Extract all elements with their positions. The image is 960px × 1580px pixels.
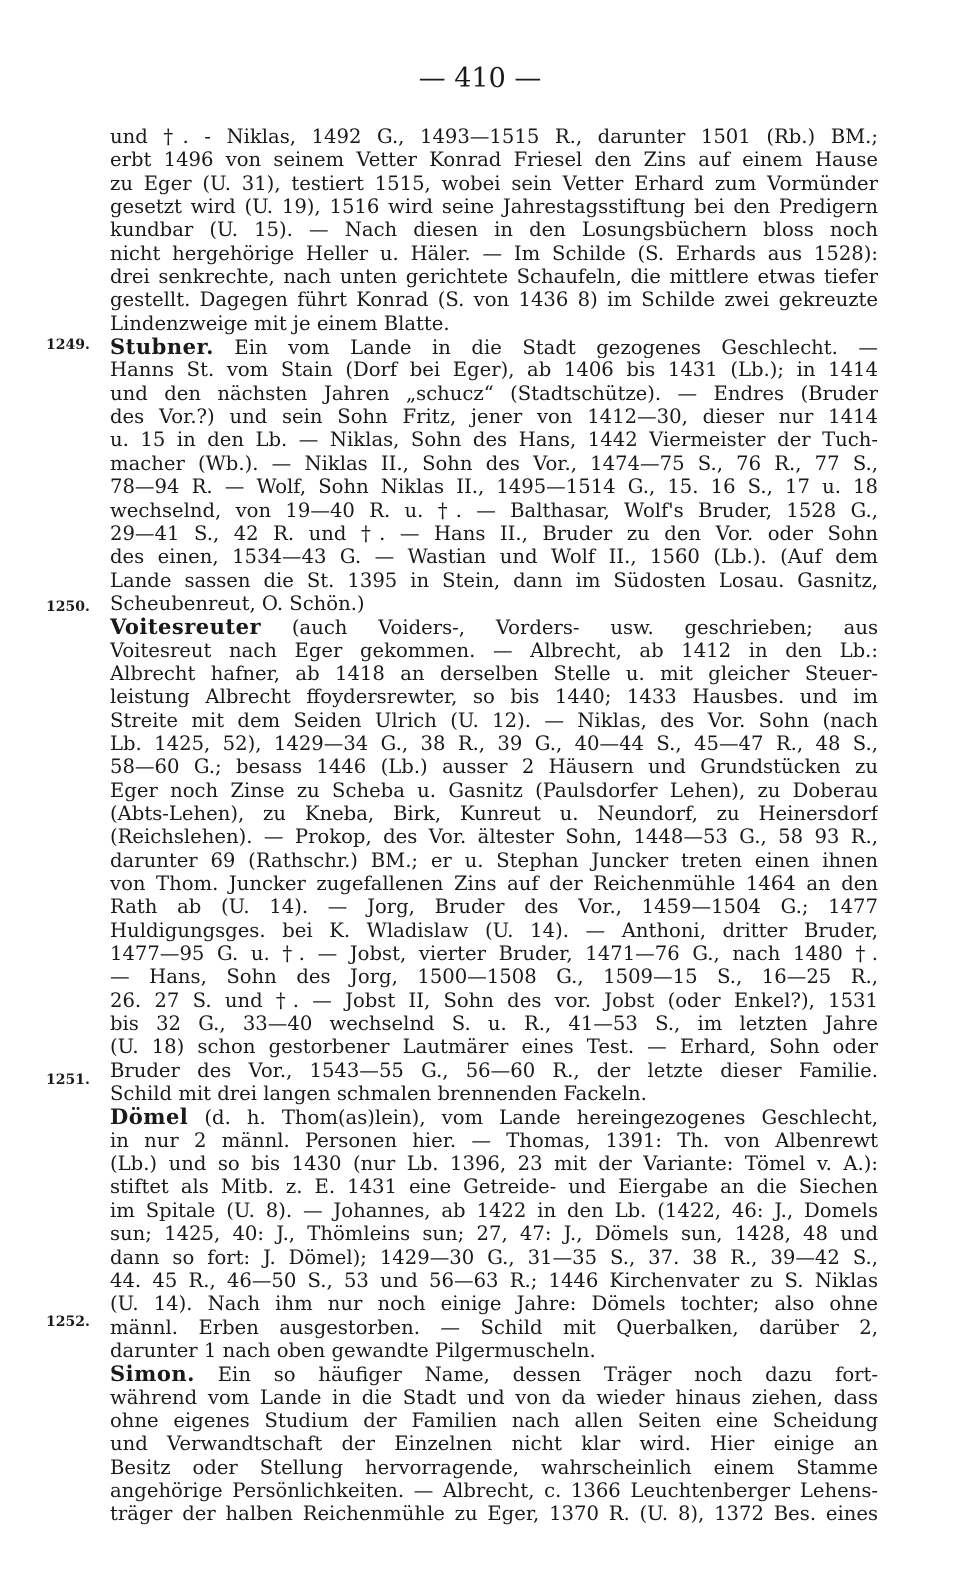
entry-text: (auch Voiders-, Vorders- usw. geschrieben; aus	[291, 616, 878, 639]
text-line: und †. - Niklas, 1492 G., 1493—1515 R., darunter 1501 (Rb.) BM.;	[110, 125, 878, 148]
text-line: Voitesreut nach Eger gekommen. — Albrecht, ab 1412 in den Lb.:	[110, 638, 878, 662]
text-line: erbt 1496 von seinem Vetter Konrad Friesel den Zins auf einem Hause	[110, 148, 878, 172]
entry-text: Ein vom Lande in die Stadt gezogenes Geschlecht. —	[234, 336, 878, 359]
text-line: (Lb.) und so bis 1430 (nur Lb. 1396, 23 mit der Variante: Tömel v. A.):	[110, 1152, 878, 1176]
text-line: sun; 1425, 40: J., Thömleins sun; 27, 47: J., Dömels sun, 1428, 48 und	[110, 1222, 878, 1246]
text-line: Eger noch Zinse zu Scheba u. Gasnitz (Paulsdorfer Lehen), zu Doberau	[110, 778, 878, 802]
text-line: stiftet als Mitb. z. E. 1431 eine Getreide- und Eiergabe an die Siechen	[110, 1175, 878, 1199]
text-line: in nur 2 männl. Personen hier. — Thomas, 1391: Th. von Albenrewt	[110, 1128, 878, 1152]
headword-voitesreuter: Voitesreuter	[110, 615, 262, 639]
text-line: Rath ab (U. 14). — Jorg, Bruder des Vor., 1459—1504 G.; 1477	[110, 895, 878, 919]
text-line: leistung Albrecht ffoydersrewter, so bis 1440; 1433 Hausbes. und im	[110, 685, 878, 709]
text-line: drei senkrechte, nach unten gerichtete Schaufeln, die mittlere etwas tiefer	[110, 265, 878, 289]
entry-number-1252: 1252.	[46, 1314, 90, 1330]
text-line: Lande sassen die St. 1395 in Stein, dann im Südosten Losau. Gasnitz,	[110, 568, 878, 592]
text-line: Huldigungsges. bei K. Wladislaw (U. 14). — Anthoni, dritter Bruder,	[110, 918, 878, 942]
entry-number-1249: 1249.	[46, 337, 90, 353]
text-line: gestellt. Dagegen führt Konrad (S. von 1436 8) im Schilde zwei gekreuzte	[110, 288, 878, 312]
headword-simon: Simon.	[110, 1362, 195, 1386]
text-line: wechselnd, von 19—40 R. u. †. — Balthasar, Wolf's Bruder, 1528 G.,	[110, 498, 878, 522]
text-line: (U. 14). Nach ihm nur noch einige Jahre: Dömels tochter; also ohne	[110, 1292, 878, 1316]
text-line: des einen, 1534—43 G. — Wastian und Wolf II., 1560 (Lb.). (Auf dem	[110, 545, 878, 569]
text-line: Schild mit drei langen schmalen brennenden Fackeln.	[110, 1082, 647, 1106]
text-line: (Abts-Lehen), zu Kneba, Birk, Kunreut u. Neundorf, zu Heinersdorf	[110, 801, 878, 825]
headword-stubner: Stubner.	[110, 335, 214, 359]
text-column	[110, 125, 878, 1526]
text-line: 1477—95 G. u. †. — Jobst, vierter Bruder, 1471—76 G., nach 1480 †.	[110, 942, 878, 966]
text-line: darunter 1 nach oben gewandte Pilgermuscheln.	[110, 1338, 596, 1362]
entry-text: (d. h. Thom(as)lein), vom Lande hereingezogenes Geschlecht,	[204, 1106, 878, 1129]
text-line: und den nächsten Jahren „schucz“ (Stadtschütze). — Endres (Bruder	[110, 381, 878, 405]
entry-number-1250: 1250.	[46, 599, 90, 615]
text-line: macher (Wb.). — Niklas II., Sohn des Vor., 1474—75 S., 76 R., 77 S.,	[110, 451, 878, 475]
text-line: und Verwandtschaft der Einzelnen nicht klar wird. Hier einige an	[110, 1432, 878, 1456]
text-line: Bruder des Vor., 1543—55 G., 56—60 R., der letzte dieser Familie.	[110, 1058, 878, 1082]
text-line: im Spitale (U. 8). — Johannes, ab 1422 in den Lb. (1422, 46: J., Domels	[110, 1198, 878, 1222]
text-line: Scheubenreut, O. Schön.)	[110, 591, 365, 615]
text-line: 58—60 G.; besass 1446 (Lb.) ausser 2 Häusern und Grundstücken zu	[110, 755, 878, 779]
text-line: träger der halben Reichenmühle zu Eger, 1370 R. (U. 8), 1372 Bes. eines	[110, 1502, 878, 1526]
text-line: gesetzt wird (U. 19), 1516 wird seine Jahrestagsstiftung bei den Predigern	[110, 195, 878, 219]
entry-number-1251: 1251.	[46, 1072, 90, 1088]
text-line: darunter 69 (Rathschr.) BM.; er u. Stephan Juncker treten einen ihnen	[110, 848, 878, 872]
entry-first-line	[110, 615, 878, 638]
entry-first-line	[110, 335, 878, 358]
text-line: ohne eigenes Studium der Familien nach allen Seiten eine Scheidung	[110, 1408, 878, 1432]
text-line: während vom Lande in die Stadt und von da wieder hinaus ziehen, dass	[110, 1385, 878, 1409]
text-line: Lindenzweige mit je einem Blatte.	[110, 311, 450, 335]
text-line: zu Eger (U. 31), testiert 1515, wobei sein Vetter Erhard zum Vormünder	[110, 171, 878, 195]
entry-first-line	[110, 1362, 878, 1385]
text-line: nicht hergehörige Heller u. Häler. — Im Schilde (S. Erhards aus 1528):	[110, 241, 878, 265]
text-line: Hanns St. vom Stain (Dorf bei Eger), ab 1406 bis 1431 (Lb.); in 1414	[110, 358, 878, 382]
text-line: 44. 45 R., 46—50 S., 53 und 56—63 R.; 1446 Kirchenvater zu S. Niklas	[110, 1268, 878, 1292]
text-line: Albrecht hafner, ab 1418 an derselben Stelle u. mit gleicher Steuer-	[110, 661, 878, 685]
text-line: 29—41 S., 42 R. und †. — Hans II., Bruder zu den Vor. oder Sohn	[110, 521, 878, 545]
text-line: — Hans, Sohn des Jorg, 1500—1508 G., 1509—15 S., 16—25 R.,	[110, 965, 878, 989]
entry-first-line	[110, 1105, 878, 1128]
text-line: von Thom. Juncker zugefallenen Zins auf der Reichenmühle 1464 an den	[110, 872, 878, 895]
text-line: kundbar (U. 15). — Nach diesen in den Losungsbüchern bloss noch	[110, 218, 878, 242]
text-line: männl. Erben ausgestorben. — Schild mit Querbalken, darüber 2,	[110, 1315, 878, 1339]
headword-doemel: Dömel	[110, 1105, 189, 1129]
text-line: angehörige Persönlichkeiten. — Albrecht, c. 1366 Leuchtenberger Lehens-	[110, 1478, 878, 1502]
text-line: u. 15 in den Lb. — Niklas, Sohn des Hans, 1442 Viermeister der Tuch-	[110, 428, 878, 452]
text-line: bis 32 G., 33—40 wechselnd S. u. R., 41—53 S., im letzten Jahre	[110, 1012, 878, 1036]
entry-text: Ein so häufiger Name, dessen Träger noch dazu fort-	[217, 1363, 878, 1386]
text-line: dann so fort: J. Dömel); 1429—30 G., 31—35 S., 37. 38 R., 39—42 S.,	[110, 1245, 878, 1269]
page-number: — 410 —	[418, 63, 542, 94]
text-line: 78—94 R. — Wolf, Sohn Niklas II., 1495—1514 G., 15. 16 S., 17 u. 18	[110, 475, 878, 499]
text-line: Besitz oder Stellung hervorragende, wahrscheinlich einem Stamme	[110, 1455, 878, 1479]
text-line: (U. 18) schon gestorbener Lautmärer eines Test. — Erhard, Sohn oder	[110, 1035, 878, 1059]
text-line: des Vor.?) und sein Sohn Fritz, jener von 1412—30, dieser nur 1414	[110, 405, 878, 429]
text-line: (Reichslehen). — Prokop, des Vor. ältester Sohn, 1448—53 G., 58 93 R.,	[110, 825, 878, 849]
text-line: Streite mit dem Seiden Ulrich (U. 12). — Niklas, des Vor. Sohn (nach	[110, 708, 878, 732]
text-line: 26. 27 S. und †. — Jobst II, Sohn des vor. Jobst (oder Enkel?), 1531	[110, 988, 878, 1012]
text-line: Lb. 1425, 52), 1429—34 G., 38 R., 39 G., 40—44 S., 45—47 R., 48 S.,	[110, 731, 878, 755]
